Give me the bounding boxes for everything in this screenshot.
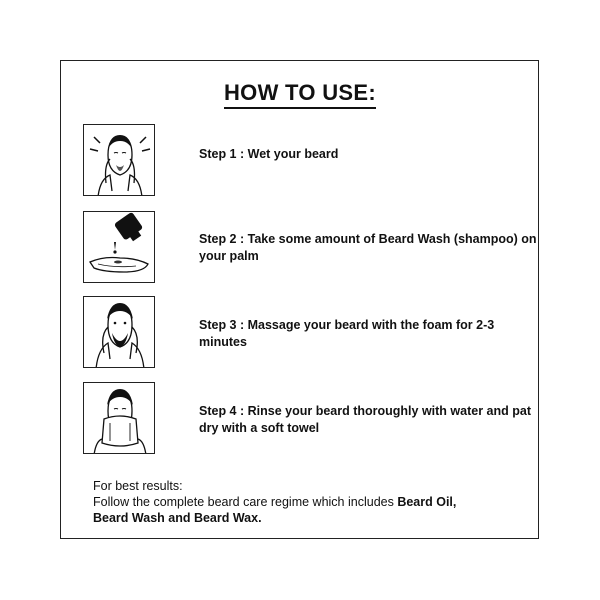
face-massage-icon: [83, 296, 155, 368]
page-title: HOW TO USE:: [0, 80, 600, 106]
face-splash-icon: [83, 124, 155, 196]
step-1: [83, 124, 543, 198]
step-3: [83, 296, 543, 370]
product-beard-oil: Beard Oil,: [397, 495, 457, 509]
face-towel-icon: [83, 382, 155, 454]
step-2-text: Step 2 : Take some amount of Beard Wash (shampoo) on your palm: [199, 232, 537, 263]
step-3-text: Step 3 : Massage your beard with the foam for 2-3 minutes: [199, 318, 495, 349]
best-results-note: [93, 478, 533, 526]
best-results-body: [93, 494, 533, 526]
best-results-body-prefix: Follow the complete beard care regime which includes: [93, 495, 398, 509]
bottle-palm-icon: [83, 211, 155, 283]
best-results-intro: For best results:: [93, 479, 183, 493]
step-4: [83, 382, 543, 456]
step-2: [83, 211, 543, 285]
step-1-text: Step 1 : Wet your beard: [199, 147, 339, 161]
product-beard-wash-wax: Beard Wash and Beard Wax.: [93, 511, 262, 525]
step-4-text: Step 4 : Rinse your beard thoroughly with water and pat dry with a soft towel: [199, 404, 531, 435]
